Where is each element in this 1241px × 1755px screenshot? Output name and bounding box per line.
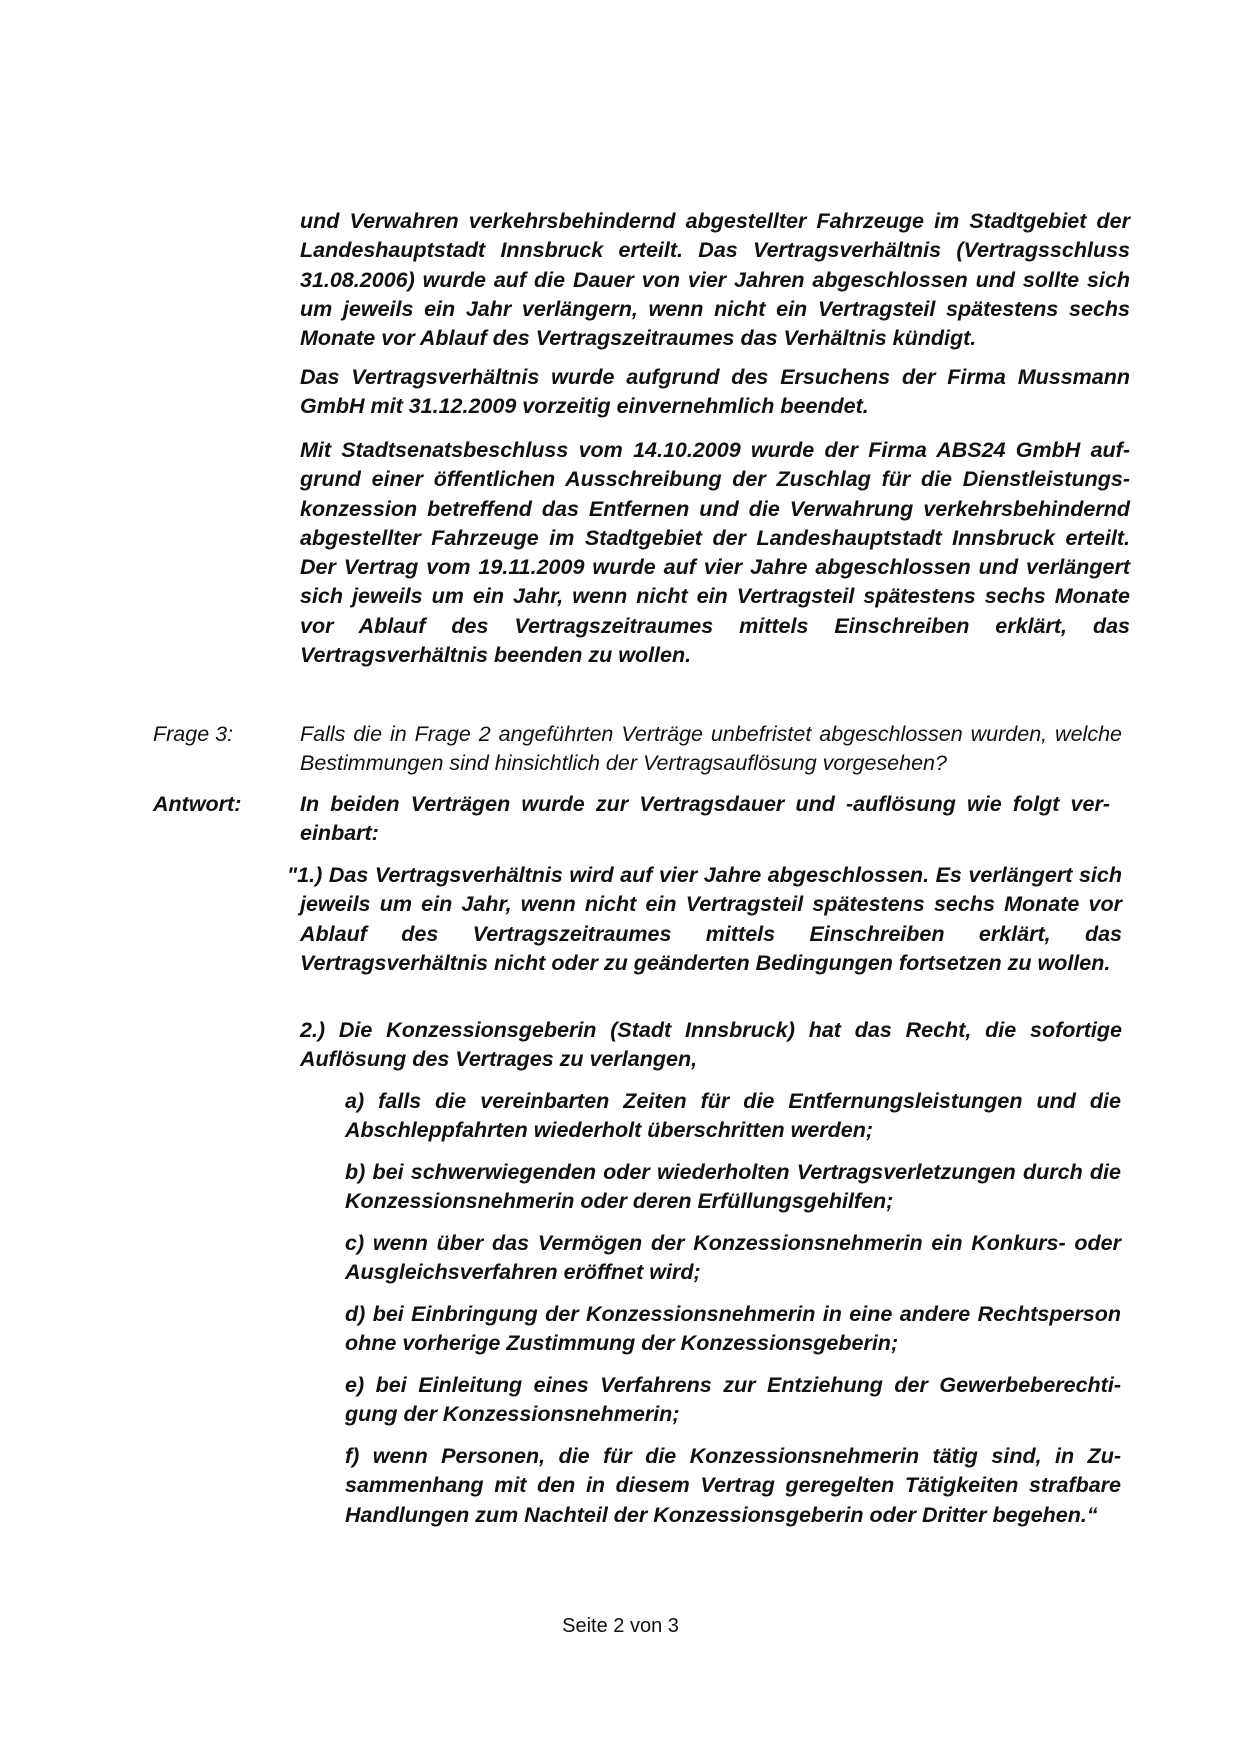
sub-item-e: e) bei Einleitung eines Verfahrens zur Entziehung der Gewerbeberechtigung der Konzessionsnehmerin;: [345, 1373, 1121, 1427]
question-label: Frage 3:: [153, 722, 234, 746]
answer-label: Antwort:: [153, 792, 242, 816]
sub-item-d: d) bei Einbringung der Konzessionsnehmerin in eine andere Rechtsperson ohne vorherige Zustimmung der Konzessionsgeberin;: [345, 1302, 1121, 1356]
continuation-paragraph-3: Mit Stadtsenatsbeschluss vom 14.10.2009 wurde der Firma ABS24 GmbH aufgrund einer öffentlichen Ausschreibung der Zuschlag für die Dienstleistungskonzession betreffend das Entfernen und die Verwahrung verkehrsbehindernd abgestellter Fahrzeuge im Stadtgebiet der Landeshauptstadt Innsbruck erteilt. Der Vertrag vom 19.11.2009 wurde auf vier Jahre abgeschlossen und verlängert sich jeweils um ein Jahr, wenn nicht ein Vertragsteil spätestens sechs Monate vor Ablauf des Vertragszeitraumes mittels Einschreiben erklärt, das Vertragsverhältnis beenden zu wollen.: [300, 438, 1130, 668]
continuation-paragraph-2: Das Vertragsverhältnis wurde aufgrund des Ersuchens der Firma Mussmann GmbH mit 31.12.2009 vorzeitig einvernehmlich beendet.: [300, 365, 1130, 419]
answer-clause-2: 2.) Die Konzessionsgeberin (Stadt Innsbruck) hat das Recht, die sofortige Auflösung des Vertrages zu verlangen,: [300, 1018, 1122, 1072]
continuation-paragraph-1: und Verwahren verkehrsbehindernd abgestellter Fahrzeuge im Stadtgebiet der Landeshauptstadt Innsbruck erteilt. Das Vertragsverhältnis (Vertragsschluss 31.08.2006) wurde auf die Dauer von vier Jahren abgeschlossen und sollte sich um jeweils ein Jahr verlängern, wenn nicht ein Vertragsteil spätestens sechs Monate vor Ablauf des Vertragszeitraumes das Verhältnis kündigt.: [300, 209, 1130, 351]
sub-item-c: c) wenn über das Vermögen der Konzessionsnehmerin ein Konkurs- oder Ausgleichsverfahren eröffnet wird;: [345, 1231, 1121, 1285]
sub-item-a: a) falls die vereinbarten Zeiten für die Entfernungsleistungen und die Abschleppfahrten wiederholt überschritten werden;: [345, 1089, 1121, 1143]
answer-clause-1: "1.) Das Vertragsverhältnis wird auf vier Jahre abgeschlossen. Es verlängert sich jeweils um ein Jahr, wenn nicht ein Vertragsteil spätestens sechs Monate vor Ablauf des Vertragszeitraumes mittels Einschreiben erklärt, das Vertragsverhältnis nicht oder zu geänderten Bedingungen fortsetzen zu wollen.: [287, 863, 1122, 975]
sub-item-f: f) wenn Personen, die für die Konzessionsnehmerin tätig sind, in Zusammenhang mit den in diesem Vertrag geregelten Tätigkeiten strafbare Handlungen zum Nachteil der Konzessionsgeberin oder Dritter begehen.“: [345, 1444, 1121, 1527]
page-number-footer: Seite 2 von 3: [562, 1615, 679, 1637]
answer-intro: In beiden Verträgen wurde zur Vertragsdauer und -auflösung wie folgt vereinbart:: [300, 792, 1110, 846]
sub-item-b: b) bei schwerwiegenden oder wiederholten Vertragsverletzungen durch die Konzessionsnehmerin oder deren Erfüllungsgehilfen;: [345, 1160, 1121, 1214]
question-text: Falls die in Frage 2 angeführten Verträge unbefristet abgeschlossen wurden, welche Bestimmungen sind hinsichtlich der Vertragsauflösung vorgesehen?: [300, 722, 1122, 776]
